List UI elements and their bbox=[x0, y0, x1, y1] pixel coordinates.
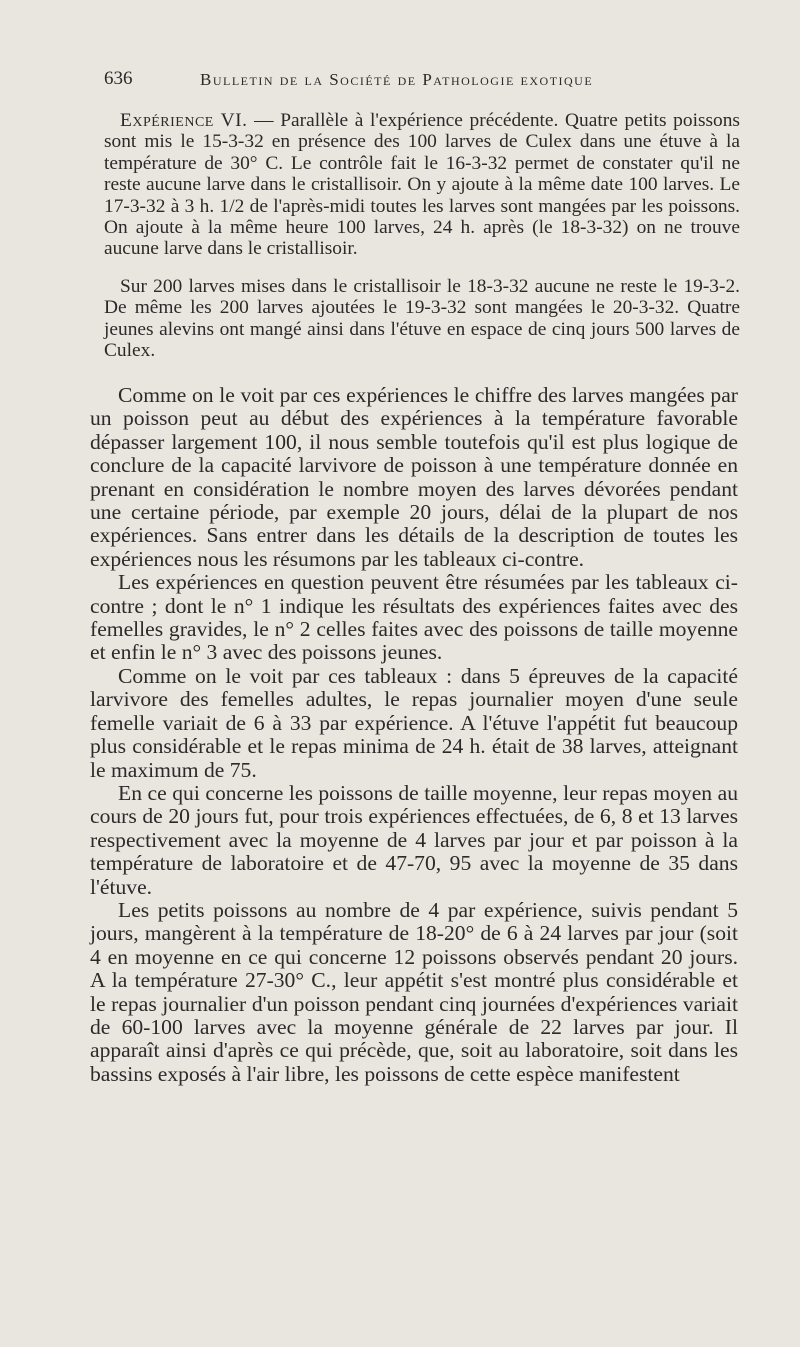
paragraph: Les petits poissons au nombre de 4 par expérience, suivis pendant 5 jours, mangèrent à la température de 18-20° de 6 à 24 larves par jour (soit 4 en moyenne en ce qui concerne 12 poissons observés pendant 20 jours. A la température 27-30° C., leur appétit s'est montré plus considérable et le repas journalier d'un poisson pendant cinq journées d'expériences variait de 60-100 larves avec la moyenne générale de 22 larves par jour. Il apparaît ainsi d'après ce qui précède, que, soit au laboratoire, soit dans les bassins exposés à l'air libre, les poissons de cette espèce manifestent bbox=[90, 897, 738, 1086]
page-number: 636 bbox=[104, 68, 133, 89]
experiment-note: Sur 200 larves mises dans le cristallisoir le 18-3-32 aucune ne reste le 19-3-2. De même les 200 larves ajoutées le 19-3-32 sont mangées le 20-3-32. Quatre jeunes alevins ont mangé ainsi dans l'étuve en espace de cinq jours 500 larves de Culex. bbox=[104, 276, 740, 362]
experiment-text: — Parallèle à l'expérience précédente. Quatre petits poissons sont mis le 15-3-32 en présence des 100 larves de Culex dans une étuve à la température de 30° C. Le contrôle fait le 16-3-32 permet de constater qu'il ne reste aucune larve dans le cristallisoir. On y ajoute à la même date 100 larves. Le 17-3-32 à 3 h. 1/2 de l'après-midi toutes les larves sont mangées par les poissons. On ajoute à la même heure 100 larves, 24 h. après (le 18-3-32) on ne trouve aucune larve dans le cristallisoir. bbox=[104, 110, 740, 260]
running-title: Bulletin de la Société de Pathologie exotique bbox=[200, 70, 594, 89]
experiment-vi-block bbox=[104, 110, 740, 260]
experiment-paragraph bbox=[104, 110, 740, 260]
experiment-note-block bbox=[104, 276, 740, 362]
body-text bbox=[90, 384, 738, 1086]
page-header bbox=[104, 68, 744, 94]
paragraph: Comme on le voit par ces expériences le chiffre des larves mangées par un poisson peut au début des expériences à la température favorable dépasser largement 100, il nous semble toutefois qu'il est plus logique de conclure de la capacité larvivore de poisson à une température donnée en prenant en considération le nombre moyen des larves dévorées pendant une certaine période, par exemple 20 jours, délai de la plupart de nos expériences. Sans entrer dans les détails de la description de toutes les expériences nous les résumons par les tableaux ci-contre. bbox=[90, 383, 738, 571]
paragraph: En ce qui concerne les poissons de taille moyenne, leur repas moyen au cours de 20 jours fut, pour trois expériences effectuées, de 6, 8 et 13 larves respectivement avec la moyenne de 4 larves par jour et par poisson à la température de laboratoire et de 47-70, 95 avec la moyenne de 35 dans l'étuve. bbox=[90, 780, 738, 899]
paragraph: Comme on le voit par ces tableaux : dans 5 épreuves de la capacité larvivore des femelles adultes, le repas journalier moyen d'une seule femelle variait de 6 à 33 par expérience. A l'étuve l'appétit fut beaucoup plus considérable et le repas minima de 24 h. était de 38 larves, atteignant le maximum de 75. bbox=[90, 663, 738, 782]
experiment-label: Expérience VI. bbox=[120, 110, 248, 131]
paragraph: Les expériences en question peuvent être résumées par les tableaux ci-contre ; dont le n° 1 indique les résultats des expériences faites avec des femelles gravides, le n° 2 celles faites avec des poissons de taille moyenne et enfin le n° 3 avec des poissons jeunes. bbox=[90, 570, 738, 665]
